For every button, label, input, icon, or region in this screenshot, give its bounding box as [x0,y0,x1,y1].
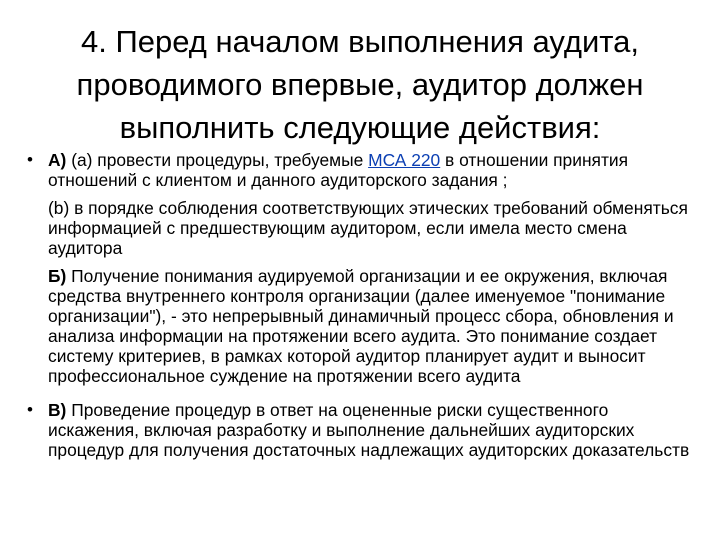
bullet-marker: • [27,400,33,419]
text-a-item-b: (b) в порядке соблюдения соответствующих этических требований обменяться информацией с предшествующим аудитором, если имела место смена аудитора [48,198,688,258]
label-b: Б) [48,266,67,286]
bullet-marker: • [27,150,33,169]
text-v: Проведение процедур в ответ на оцененные риски существенного искажения, включая разработку и выполнение дальнейших аудиторских процедур для получения достаточных надлежащих аудиторских доказательств [48,400,690,460]
paragraph-v [48,400,697,460]
slide-title [40,20,680,149]
paragraph-a-2 [48,198,697,258]
bullet-item-a [27,150,697,386]
title-line-1: 4. Перед началом выполнения аудита, [80,24,639,59]
title-line-2: проводимого впервые, аудитор должен [76,67,644,102]
slide-body [27,150,697,460]
paragraph-b [48,266,697,386]
paragraph-a-1 [48,150,697,190]
text-b: Получение понимания аудируемой организации и ее окружения, включая средства внутреннего контроля организации (далее именуемое "понимание организации"), - это непрерывный динамичный процесс сбора, обновления и анализа информации на протяжении всего аудита. Это понимание создает систему критериев, в рамках которой аудитор планирует аудит и выносит профессиональное суждение на протяжении всего аудита [48,266,674,386]
label-a: А) [48,150,67,170]
title-line-3: выполнить следующие действия: [119,110,601,145]
msa-220-link[interactable]: МСА 220 [368,150,441,170]
bullet-item-v [27,400,697,460]
text-a-after-link: в отношении принятия отношений с клиентом и данного аудиторского задания ; [48,150,629,190]
text-a-before-link: (а) провести процедуры, требуемые [66,150,369,170]
label-v: В) [48,400,67,420]
